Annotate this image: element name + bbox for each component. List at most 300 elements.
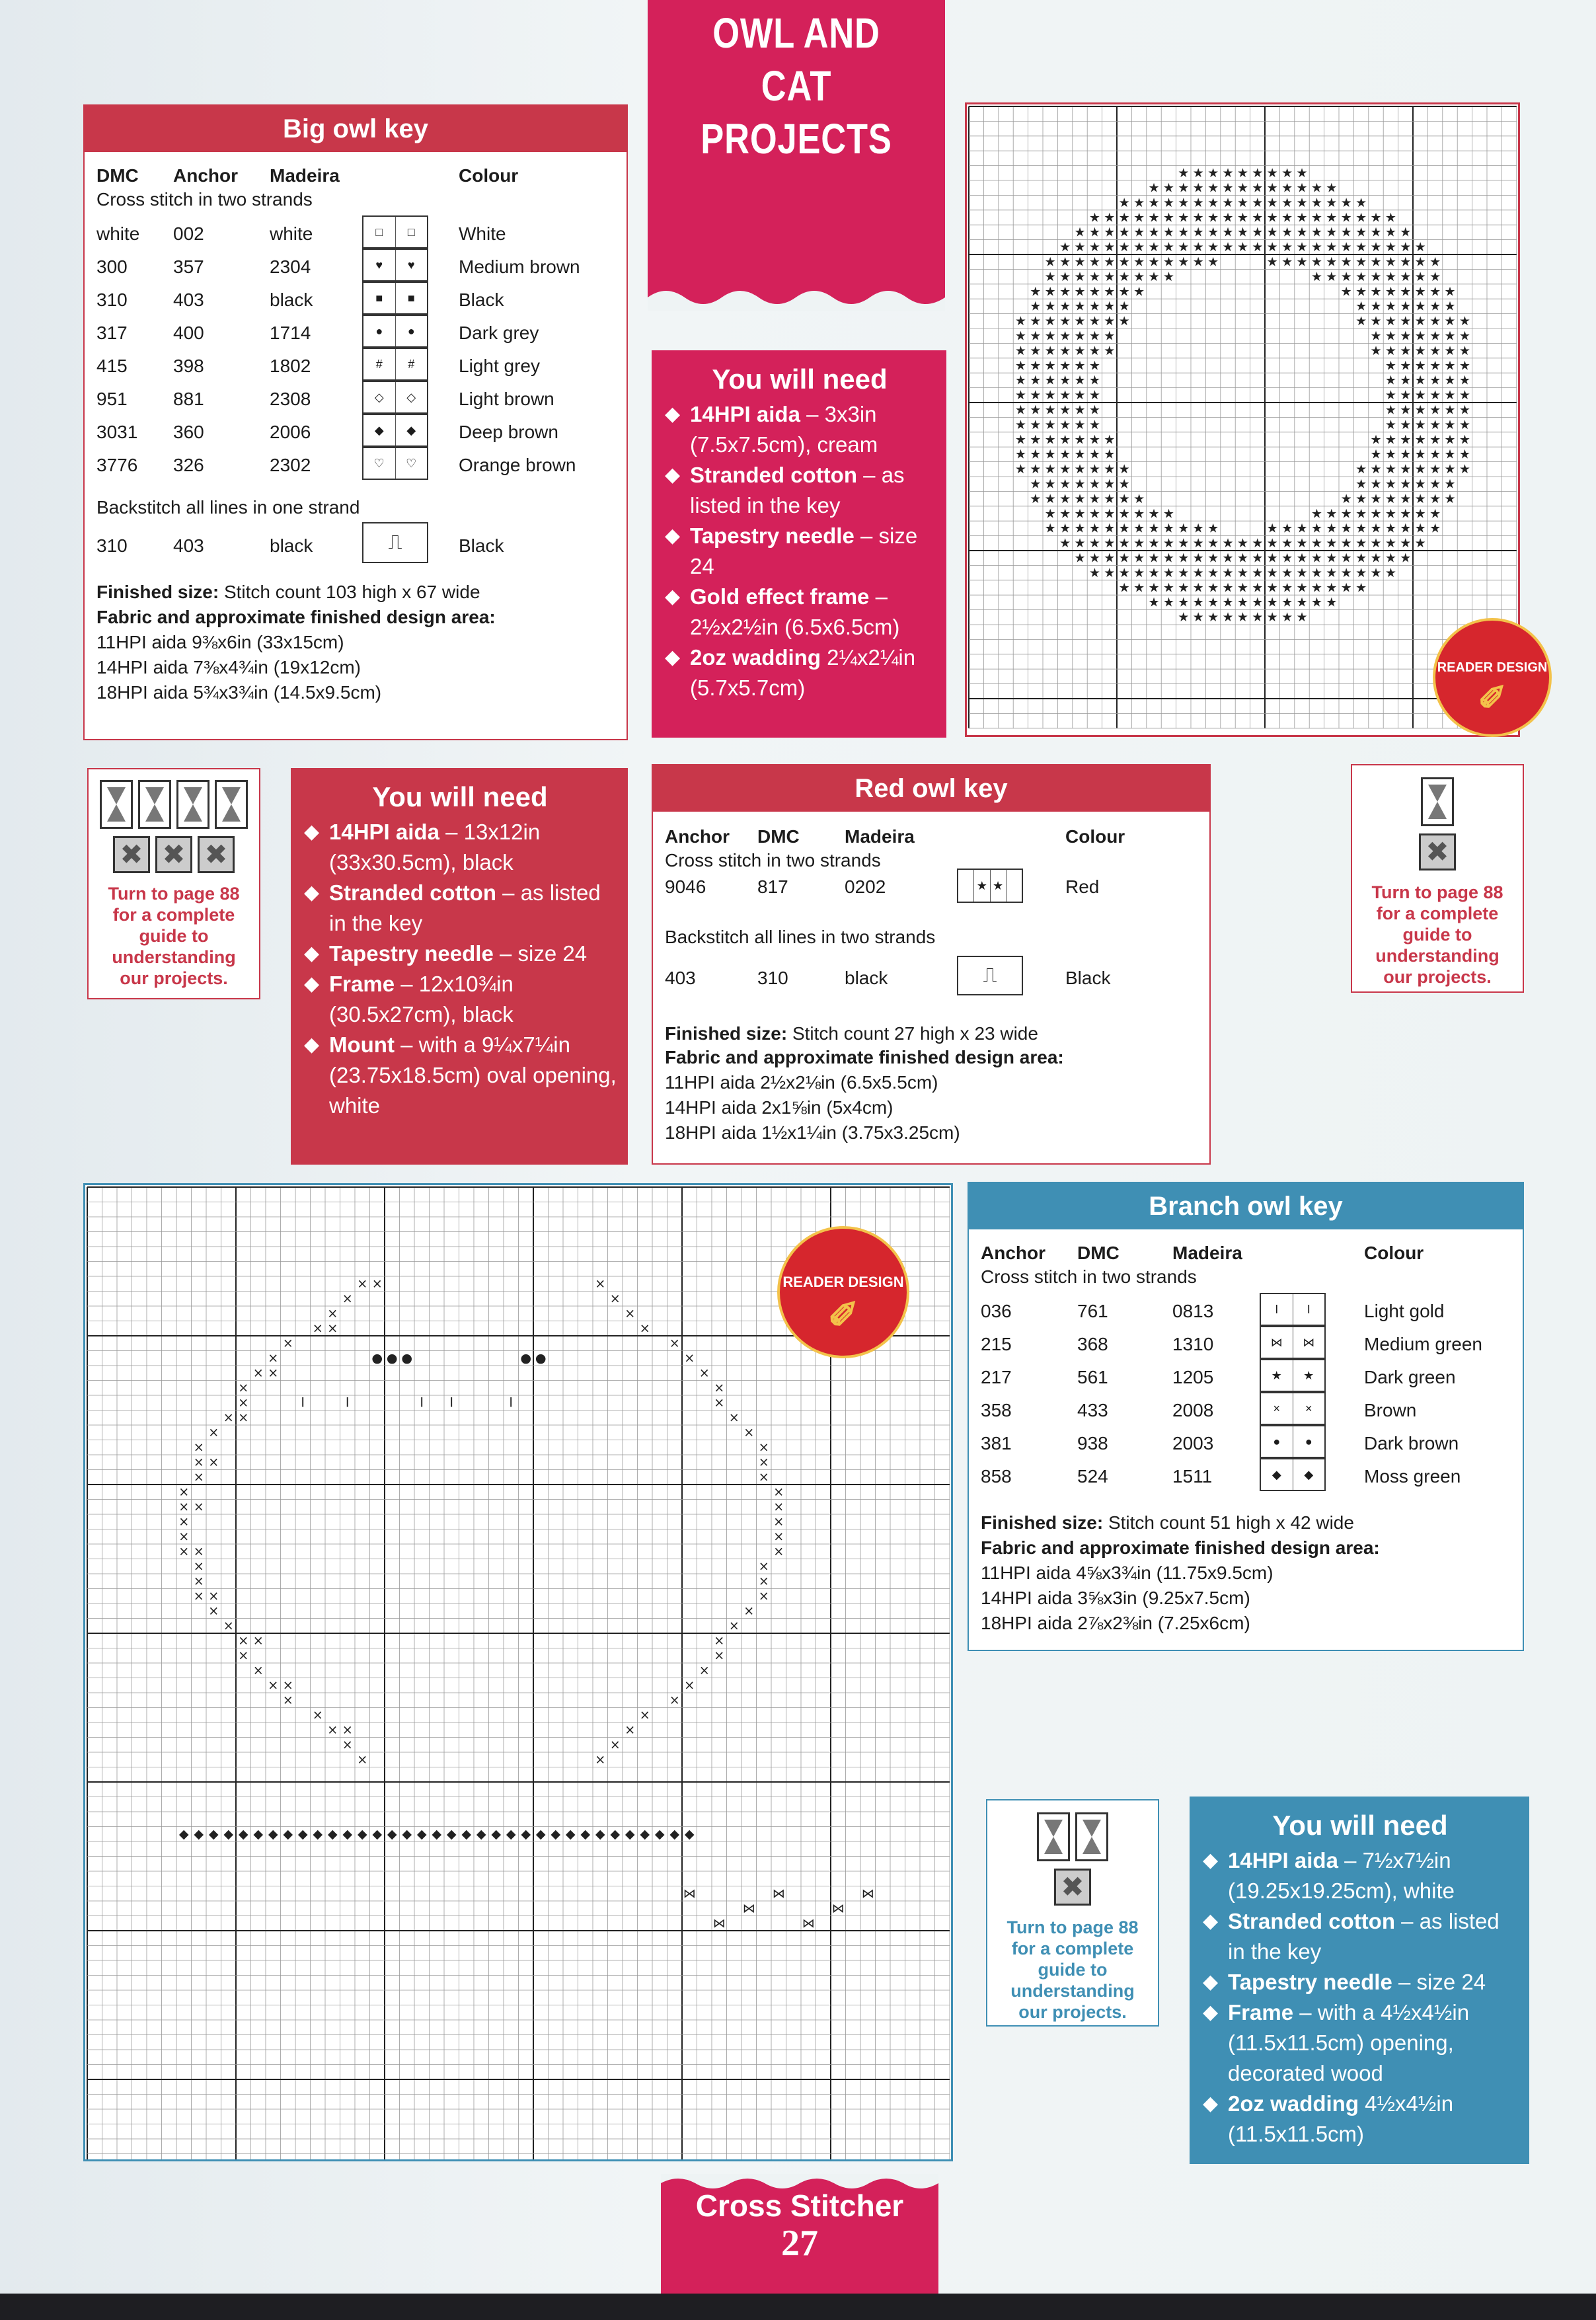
stitch-symbol: ★	[1236, 580, 1248, 596]
stitch-symbol: ★	[1385, 210, 1396, 225]
stitch-symbol: ★	[1133, 284, 1145, 299]
stitch-symbol: ★	[1444, 432, 1456, 447]
stitch-symbol: ★	[1414, 240, 1426, 255]
need-item-detail: – with a 4½x4½in (11.5x11.5cm) opening, decorated wood	[1228, 2000, 1470, 2085]
stitch-symbol: ★	[1192, 565, 1204, 580]
stitch-symbol: ×	[312, 1321, 323, 1336]
stitch-symbol: ★	[1148, 225, 1160, 240]
need-item-detail: – with a 9¼x7¼in (23.75x18.5cm) oval opening, white	[329, 1032, 617, 1118]
stitch-symbol: ★	[1030, 358, 1042, 373]
stitch-symbol: ★	[1296, 565, 1308, 580]
stitch-symbol: ×	[758, 1469, 769, 1485]
key-cell: 3031	[96, 422, 138, 442]
stitch-symbol: ★	[1311, 551, 1322, 566]
stitch-symbol: ×	[639, 1707, 650, 1723]
stitch-symbol: ★	[1148, 595, 1160, 610]
stitch-symbol: ★	[1088, 269, 1100, 284]
need-item-detail: – as listed in the key	[329, 880, 601, 935]
stitch-symbol: ★	[1104, 269, 1116, 284]
symbol-swatch: × ×	[1260, 1392, 1326, 1425]
symbol-swatch: □ □	[362, 215, 428, 249]
backstitch-swatch: ⎍	[362, 522, 428, 563]
stitch-symbol: ★	[1059, 299, 1071, 314]
fabric-label: Fabric and approximate finished design area:	[981, 1537, 1380, 1558]
stitch-symbol: ★	[1400, 284, 1412, 299]
stitch-symbol: ★	[1355, 462, 1367, 477]
stitch-symbol: ★	[1014, 462, 1026, 477]
stitch-symbol: ×	[609, 1737, 621, 1753]
big-owl-key	[83, 104, 628, 740]
stitch-symbol: ★	[1162, 580, 1174, 596]
key-cell: 310	[96, 290, 128, 310]
stitch-symbol: ×	[178, 1529, 190, 1545]
stitch-symbol: ×	[773, 1543, 784, 1559]
stitch-symbol: ★	[1074, 477, 1086, 492]
stitch-symbol: ★	[1059, 358, 1071, 373]
stitch-symbol: ★	[1030, 373, 1042, 388]
stitch-symbol: ×	[252, 1633, 264, 1648]
key-cell: 300	[96, 256, 128, 277]
key-colour: Dark green	[1364, 1367, 1456, 1387]
stitch-symbol: ★	[1074, 536, 1086, 551]
need-item-detail: – as listed in the key	[690, 463, 905, 518]
reader-design-badge: READER DESIGN ✐	[1433, 618, 1552, 737]
stitch-symbol: ◆	[565, 1826, 576, 1842]
stitch-symbol: ★	[1074, 432, 1086, 447]
stitch-symbol: ★	[1414, 299, 1426, 314]
stitch-symbol: ★	[1044, 343, 1056, 358]
stitch-symbol: ★	[1296, 610, 1308, 625]
stitch-symbol: ◆	[432, 1826, 442, 1842]
stitch-symbol: ★	[1118, 284, 1130, 299]
stitch-symbol: ★	[1178, 580, 1190, 596]
footer-banner	[661, 2175, 938, 2294]
stitch-symbol: ◆	[521, 1826, 531, 1842]
need-item-detail: 2¼x2¼in (5.7x5.7cm)	[690, 645, 916, 700]
need-item	[1201, 1906, 1519, 1967]
stitch-symbol: ★	[1162, 521, 1174, 536]
stitch-symbol: ★	[1414, 432, 1426, 447]
stitch-symbol: ×	[238, 1395, 249, 1411]
stitch-symbol: ★	[1400, 299, 1412, 314]
stitch-symbol: ★	[1311, 225, 1322, 240]
info-box-left	[87, 768, 260, 999]
stitch-symbol: ◆	[327, 1826, 338, 1842]
stitch-symbol: ◆	[342, 1826, 353, 1842]
stitch-symbol: ×	[193, 1559, 204, 1574]
difficulty-rating	[987, 1812, 1158, 1865]
stitch-symbol: ★	[1459, 314, 1470, 329]
key-cell: black	[270, 535, 313, 556]
need-item-name: Stranded cotton	[1228, 1909, 1395, 1933]
time-rating	[89, 836, 259, 876]
stitch-symbol: ★	[1192, 551, 1204, 566]
stitch-symbol: ×	[609, 1291, 621, 1307]
stitch-symbol: ★	[1207, 195, 1219, 210]
stitch-symbol: ◆	[238, 1826, 248, 1842]
stitch-symbol: ★	[1326, 269, 1338, 284]
stitch-symbol: ★	[1074, 343, 1086, 358]
stitch-symbol: ◆	[357, 1826, 367, 1842]
key-note: Cross stitch in two strands	[981, 1266, 1197, 1287]
stitch-symbol: ★	[1104, 432, 1116, 447]
stitch-symbol: ★	[1162, 536, 1174, 551]
stitch-symbol: ★	[1088, 388, 1100, 403]
stitch-symbol: ★	[1385, 358, 1396, 373]
stitch-symbol: ★	[1414, 314, 1426, 329]
stitch-symbol: ×	[357, 1276, 368, 1292]
stitch-symbol: ◆	[416, 1826, 427, 1842]
stitch-symbol: ×	[268, 1350, 279, 1366]
stitch-symbol: ★	[1236, 536, 1248, 551]
stitch-symbol: ⋈	[683, 1886, 696, 1902]
stitch-symbol: ×	[714, 1648, 725, 1664]
stitch-symbol: ★	[1074, 358, 1086, 373]
stitch-symbol: ★	[1148, 565, 1160, 580]
stitch-symbol: ×	[238, 1380, 249, 1396]
stitch-symbol: ★	[1148, 506, 1160, 522]
stitch-symbol: ×	[193, 1573, 204, 1589]
stitch-symbol: ★	[1355, 536, 1367, 551]
stitch-symbol: ★	[1178, 565, 1190, 580]
stitch-symbol: ★	[1385, 477, 1396, 492]
stitch-symbol: ★	[1104, 329, 1116, 344]
stitch-symbol: ★	[1385, 240, 1396, 255]
col-header: Colour	[1065, 826, 1125, 847]
stitch-symbol: ★	[1414, 329, 1426, 344]
stitch-symbol: ★	[1281, 536, 1293, 551]
need-item	[664, 582, 936, 642]
stitch-symbol: ★	[1118, 521, 1130, 536]
stitch-symbol: ★	[1207, 580, 1219, 596]
stitch-symbol: ★	[1104, 254, 1116, 270]
stitch-symbol: ★	[1429, 506, 1441, 522]
key-cell: 2008	[1172, 1400, 1214, 1420]
need-item	[303, 878, 617, 939]
stitch-symbol: ●	[520, 1350, 532, 1366]
stitch-symbol: ★	[1222, 610, 1234, 625]
need-item	[1201, 2089, 1519, 2149]
col-header: Anchor	[981, 1243, 1045, 1263]
stitch-symbol: ◆	[253, 1826, 264, 1842]
stitch-symbol: ★	[1385, 491, 1396, 506]
stitch-symbol: ×	[758, 1573, 769, 1589]
stitch-symbol: ★	[1400, 240, 1412, 255]
stitch-symbol: ★	[1074, 240, 1086, 255]
stitch-symbol: ★	[1252, 610, 1264, 625]
stitch-symbol: ★	[1014, 447, 1026, 462]
need-item-detail: – size 24	[1392, 1970, 1486, 1994]
stitch-symbol: ★	[1074, 551, 1086, 566]
stitch-symbol: ★	[1178, 536, 1190, 551]
stitch-symbol: ★	[1222, 195, 1234, 210]
stitch-symbol: ★	[1178, 551, 1190, 566]
stitch-symbol: ★	[1044, 403, 1056, 418]
stitch-symbol: ★	[1311, 269, 1322, 284]
stitch-symbol: ★	[1059, 491, 1071, 506]
key-cell: 381	[981, 1433, 1012, 1453]
stitch-symbol: ★	[1014, 373, 1026, 388]
col-header: Anchor	[665, 826, 730, 847]
stitch-symbol: ★	[1222, 536, 1234, 551]
stitch-symbol: ★	[1192, 610, 1204, 625]
page-edge	[0, 2294, 1596, 2320]
symbol-swatch: # #	[362, 348, 428, 381]
stitch-symbol: ⋈	[831, 1900, 845, 1916]
stitch-symbol: ★	[1370, 329, 1382, 344]
stitch-symbol: ★	[1444, 462, 1456, 477]
title-banner	[648, 0, 945, 311]
stitch-symbol: ★	[1074, 447, 1086, 462]
key-colour: Medium brown	[459, 256, 580, 277]
stitch-symbol: ★	[1429, 417, 1441, 432]
stitch-symbol: ★	[1088, 240, 1100, 255]
stitch-symbol: ★	[1311, 210, 1322, 225]
stitch-symbol: ★	[1459, 329, 1470, 344]
fabric-line: 11HPI aida 4⅝x3¾in (11.75x9.5cm)	[981, 1563, 1273, 1583]
need-item-name: 2oz wadding	[690, 645, 821, 670]
stitch-symbol: ★	[1311, 536, 1322, 551]
stitch-symbol: ×	[327, 1321, 338, 1336]
stitch-symbol: ★	[1118, 551, 1130, 566]
need-item-name: 2oz wadding	[1228, 2091, 1359, 2116]
stitch-symbol: ★	[1104, 521, 1116, 536]
stitch-symbol: ★	[1370, 284, 1382, 299]
stitch-symbol: ★	[1340, 240, 1352, 255]
stitch-symbol: ★	[1266, 195, 1278, 210]
stitch-symbol: ★	[1252, 536, 1264, 551]
stitch-symbol: ×	[639, 1321, 650, 1336]
branch-owl-key	[968, 1182, 1524, 1651]
stitch-symbol: ★	[1030, 388, 1042, 403]
key-cell: 1205	[1172, 1367, 1214, 1387]
stitch-symbol: ★	[1429, 314, 1441, 329]
stitch-symbol: ★	[1311, 195, 1322, 210]
key-colour: Light brown	[459, 389, 554, 409]
need-item-name: 14HPI aida	[1228, 1848, 1338, 1873]
stitch-symbol: ★	[1148, 254, 1160, 270]
stitch-symbol: ★	[1414, 521, 1426, 536]
stitch-symbol: ★	[1236, 240, 1248, 255]
stitch-symbol: ◆	[297, 1826, 308, 1842]
stitch-symbol: ★	[1162, 180, 1174, 196]
stitch-symbol: ×	[714, 1380, 725, 1396]
stitch-symbol: ★	[1236, 610, 1248, 625]
stitch-symbol: ★	[1148, 521, 1160, 536]
time-rating	[987, 1869, 1158, 1909]
stitch-symbol: ★	[1074, 521, 1086, 536]
stitch-symbol: ★	[1355, 225, 1367, 240]
stitch-symbol: ★	[1281, 551, 1293, 566]
stitch-symbol: ★	[1030, 299, 1042, 314]
stitch-symbol: ★	[1400, 477, 1412, 492]
need-item-name: Mount	[329, 1032, 395, 1057]
stitch-symbol: ★	[1429, 388, 1441, 403]
stitch-symbol: ★	[1074, 284, 1086, 299]
key-cell: 358	[981, 1400, 1012, 1420]
stitch-symbol: ★	[1192, 180, 1204, 196]
key-cell: 938	[1077, 1433, 1108, 1453]
stitch-symbol: ★	[1030, 491, 1042, 506]
stitch-symbol: ★	[1236, 225, 1248, 240]
stitch-symbol: ★	[1044, 254, 1056, 270]
stitch-symbol: ★	[1088, 403, 1100, 418]
key-cell: 2302	[270, 455, 311, 475]
stitch-symbol: ★	[1044, 491, 1056, 506]
stitch-symbol: ★	[1014, 432, 1026, 447]
stitch-symbol: ×	[223, 1618, 234, 1634]
stitch-symbol: ★	[1281, 210, 1293, 225]
stitch-symbol: ★	[1030, 447, 1042, 462]
stitch-symbol: ★	[1192, 166, 1204, 181]
stitch-symbol: ★	[1266, 240, 1278, 255]
stitch-symbol: ★	[1044, 329, 1056, 344]
stitch-symbol: ×	[252, 1365, 264, 1381]
stitch-symbol: ★	[1355, 269, 1367, 284]
stitch-symbol: ★	[1444, 373, 1456, 388]
stitch-symbol: ★	[1118, 491, 1130, 506]
stitch-symbol: ×	[252, 1662, 264, 1678]
stitch-symbol: ◆	[625, 1826, 635, 1842]
stitch-symbol: I	[345, 1395, 350, 1411]
difficulty-rating	[89, 780, 259, 832]
stitch-symbol: ×	[669, 1335, 680, 1351]
stitch-symbol: ×	[714, 1633, 725, 1648]
stitch-symbol: ★	[1400, 536, 1412, 551]
stitch-symbol: ★	[1014, 329, 1026, 344]
stitch-symbol: ★	[1104, 210, 1116, 225]
stitch-symbol: ★	[1444, 299, 1456, 314]
stitch-symbol: ★	[1014, 314, 1026, 329]
need-item	[664, 460, 936, 521]
symbol-swatch: ■ ■	[362, 282, 428, 315]
stitch-symbol: ★	[1059, 462, 1071, 477]
stitch-symbol: ★	[1088, 536, 1100, 551]
fabric-line: 14HPI aida 2x1⅝in (5x4cm)	[665, 1097, 893, 1118]
stitch-symbol: ★	[1414, 343, 1426, 358]
stitch-symbol: ★	[1088, 373, 1100, 388]
stitch-symbol: ★	[1178, 166, 1190, 181]
stitch-symbol: ★	[1355, 254, 1367, 270]
finished-value: Stitch count 51 high x 42 wide	[1108, 1512, 1354, 1533]
need-item-detail: – 3x3in (7.5x7.5cm), cream	[690, 402, 878, 457]
stitch-symbol: ★	[1118, 210, 1130, 225]
stitch-symbol: ◆	[283, 1826, 293, 1842]
stitch-symbol: ★	[1296, 210, 1308, 225]
key-cell: 215	[981, 1334, 1012, 1354]
stitch-symbol: ★	[1162, 225, 1174, 240]
stitch-symbol: ★	[1162, 565, 1174, 580]
stitch-symbol: ★	[1296, 580, 1308, 596]
stitch-symbol: ★	[1014, 388, 1026, 403]
stitch-symbol: ★	[1207, 166, 1219, 181]
key-cell: 403	[173, 535, 204, 556]
col-header: Anchor	[173, 165, 238, 186]
stitch-symbol: ★	[1162, 551, 1174, 566]
stitch-symbol: ★	[1414, 536, 1426, 551]
stitch-symbol: ●	[535, 1350, 547, 1366]
symbol-swatch: ◆ ◆	[1260, 1458, 1326, 1491]
stitch-symbol: ★	[1104, 477, 1116, 492]
stitch-symbol: ★	[1400, 403, 1412, 418]
stitch-symbol: ◆	[640, 1826, 650, 1842]
stitch-symbol: ★	[1104, 447, 1116, 462]
stitch-symbol: ★	[1459, 373, 1470, 388]
stitch-symbol: ★	[1340, 551, 1352, 566]
stitch-symbol: ★	[1059, 506, 1071, 522]
stitch-symbol: ⋈	[712, 1915, 726, 1931]
stitch-symbol: ◆	[491, 1826, 502, 1842]
stitch-symbol: ★	[1326, 565, 1338, 580]
key-colour: Medium green	[1364, 1334, 1482, 1354]
stitch-symbol: ★	[1444, 417, 1456, 432]
stitch-symbol: ★	[1429, 269, 1441, 284]
stitch-symbol: ★	[1385, 343, 1396, 358]
stitch-symbol: ★	[1459, 432, 1470, 447]
stitch-symbol: ★	[1311, 240, 1322, 255]
stitch-symbol: ★	[1355, 491, 1367, 506]
stitch-symbol: ★	[1296, 254, 1308, 270]
symbol-swatch: ♥ ♥	[362, 249, 428, 282]
key-cell: 400	[173, 323, 204, 343]
key-cell: 0202	[845, 876, 886, 897]
key-cell: 326	[173, 455, 204, 475]
stitch-symbol: ★	[1326, 506, 1338, 522]
stitch-symbol: ★	[1370, 447, 1382, 462]
stitch-symbol: ★	[1296, 240, 1308, 255]
stitch-symbol: ★	[1088, 432, 1100, 447]
key-cell: 317	[96, 323, 128, 343]
stitch-symbol: ★	[1370, 299, 1382, 314]
stitch-symbol: ★	[1104, 284, 1116, 299]
stitch-symbol: ★	[1281, 580, 1293, 596]
key-colour: Moss green	[1364, 1466, 1461, 1487]
stitch-symbol: I	[509, 1395, 513, 1411]
stitch-symbol: ★	[1444, 343, 1456, 358]
stitch-symbol: ★	[1414, 506, 1426, 522]
stitch-symbol: ★	[1252, 580, 1264, 596]
stitch-symbol: ★	[1340, 284, 1352, 299]
key-cell: 2003	[1172, 1433, 1214, 1453]
stitch-symbol: ★	[1059, 284, 1071, 299]
stitch-symbol: ★	[1162, 595, 1174, 610]
stitch-symbol: ●	[371, 1350, 383, 1366]
stitch-symbol: ★	[1014, 343, 1026, 358]
stitch-symbol: ×	[238, 1648, 249, 1664]
stitch-symbol: ★	[1281, 254, 1293, 270]
stitch-symbol: ★	[1400, 491, 1412, 506]
need-title: You will need	[1272, 1810, 1448, 1841]
stitch-symbol: ★	[1370, 536, 1382, 551]
key-colour: White	[459, 223, 506, 244]
you-will-need-bottom	[1190, 1797, 1529, 2164]
info-text: Turn to page 88 for a complete guide to understanding our projects.	[1007, 1917, 1139, 2022]
stitch-symbol: ◆	[446, 1826, 457, 1842]
stitch-symbol: ★	[1326, 580, 1338, 596]
stitch-symbol: ★	[1281, 521, 1293, 536]
fabric-line: 11HPI aida 2½x2⅛in (6.5x5.5cm)	[665, 1072, 938, 1093]
key-cell: 398	[173, 356, 204, 376]
stitch-symbol: ★	[1030, 329, 1042, 344]
stitch-symbol: ★	[1088, 329, 1100, 344]
stitch-symbol: ★	[1266, 225, 1278, 240]
stitch-symbol: ★	[1429, 358, 1441, 373]
stitch-symbol: ★	[1133, 269, 1145, 284]
key-cell: black	[845, 968, 888, 988]
stitch-symbol: ★	[1118, 314, 1130, 329]
stitch-symbol: ★	[1133, 580, 1145, 596]
stitch-symbol: ★	[1296, 536, 1308, 551]
